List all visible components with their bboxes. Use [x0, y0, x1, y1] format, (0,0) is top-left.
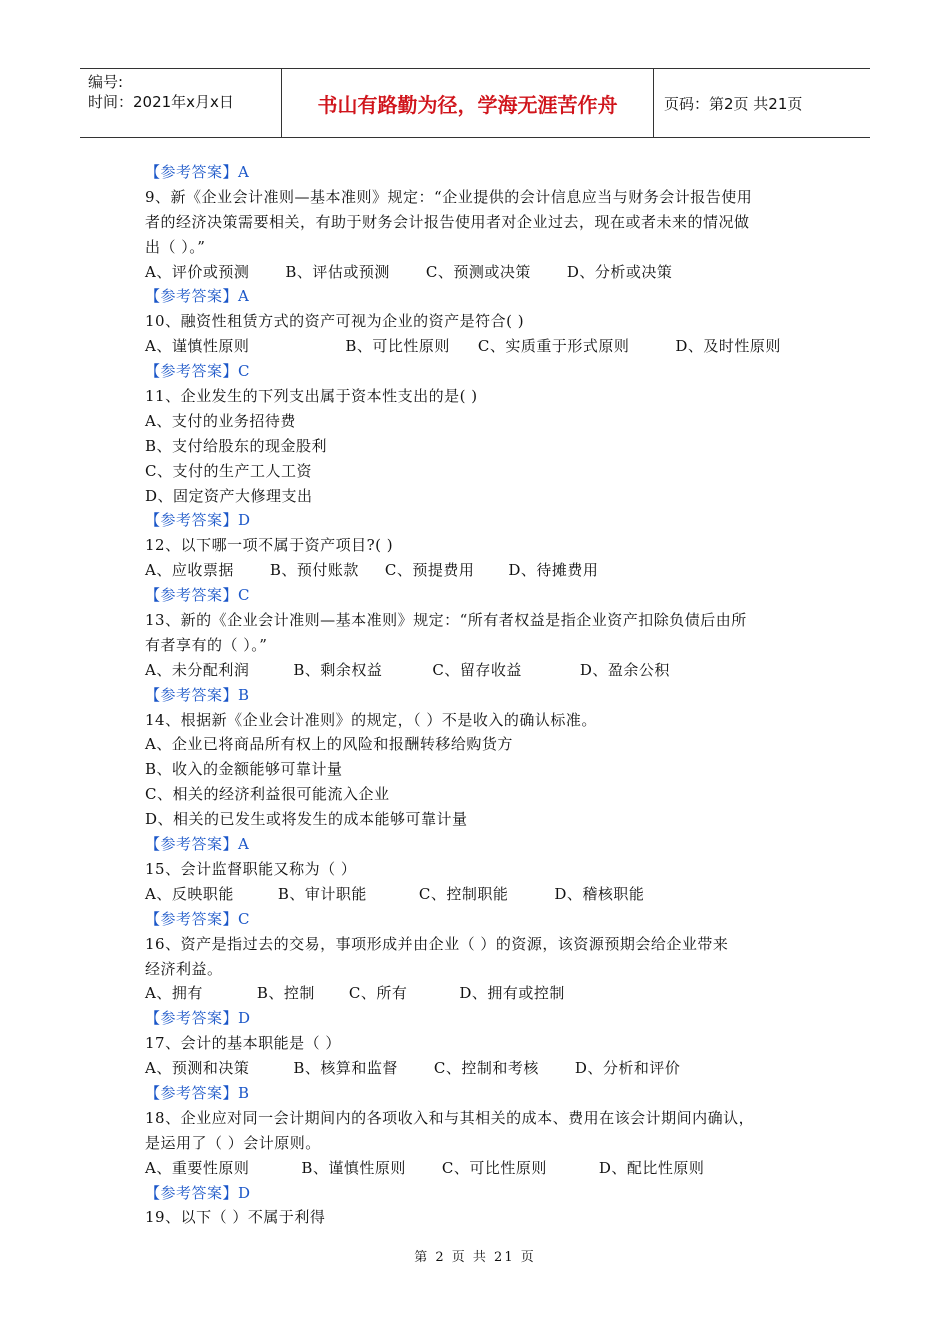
answer-tag: 【参考答案】 [145, 909, 239, 928]
text-line: 17、会计的基本职能是（ ） [145, 1034, 341, 1053]
text-line: 9、新《企业会计准则—基本准则》规定：“企业提供的会计信息应当与财务会计报告使用 [145, 187, 753, 206]
option-item: C、控制和考核 [433, 1059, 539, 1078]
text-line: D、相关的已发生或将发生的成本能够可靠计量 [145, 810, 468, 829]
option-item: A、拥有 [145, 984, 203, 1003]
header-page-label: 页码：第2页 共21页 [664, 94, 803, 113]
answer-value: B [238, 685, 250, 704]
question-content [145, 160, 810, 1230]
options-line [145, 260, 810, 285]
option-item: D、稽核职能 [554, 884, 645, 903]
text-line: 是运用了（ ）会计原则。 [145, 1133, 321, 1152]
answer-tag: 【参考答案】 [145, 163, 239, 181]
option-item: D、分析或决策 [566, 262, 673, 281]
option-item: B、核算和监督 [293, 1059, 398, 1078]
option-item: C、留存收益 [432, 660, 522, 679]
answer-tag: 【参考答案】 [145, 586, 239, 605]
answer-tag: 【参考答案】 [145, 511, 239, 530]
answer-line [145, 1081, 810, 1106]
options-line [145, 334, 810, 359]
text-line: B、收入的金额能够可靠计量 [145, 760, 343, 779]
answer-tag: 【参考答案】 [145, 287, 239, 306]
option-item: C、实质重于形式原则 [477, 337, 630, 356]
option-item: C、预提费用 [384, 561, 475, 580]
answer-value: C [238, 909, 250, 928]
answer-line [145, 508, 810, 533]
option-item: A、评价或预测 [145, 262, 250, 281]
answer-line [145, 160, 810, 185]
option-item: B、预付账款 [269, 561, 359, 580]
option-item: D、及时性原则 [675, 337, 781, 356]
answer-tag: 【参考答案】 [145, 685, 239, 704]
text-line: 者的经济决策需要相关，有助于财务会计报告使用者对企业过去，现在或者未来的情况做 [145, 212, 750, 231]
answer-line [145, 1006, 810, 1031]
answer-line [145, 683, 810, 708]
option-item: C、可比性原则 [441, 1158, 547, 1177]
option-item: B、评估或预测 [285, 262, 390, 281]
answer-value: B [238, 1083, 250, 1102]
page-footer: 第 2 页 共 21 页 [414, 1250, 536, 1265]
text-line: 19、以下（ ）不属于利得 [145, 1208, 326, 1227]
option-item: A、应收票据 [145, 561, 234, 580]
text-line: C、相关的经济利益很可能流入企业 [145, 785, 390, 804]
answer-value: A [238, 835, 250, 854]
options-line [145, 1056, 810, 1081]
option-item: B、审计职能 [277, 884, 367, 903]
answer-tag: 【参考答案】 [145, 1009, 239, 1028]
option-item: C、预测或决策 [425, 262, 531, 281]
option-item: A、未分配利润 [145, 660, 250, 679]
options-line [145, 658, 810, 683]
answer-line [145, 832, 810, 857]
text-line: 15、会计监督职能又称为（ ） [145, 859, 357, 878]
answer-line [145, 907, 810, 932]
option-item: D、拥有或控制 [459, 984, 565, 1003]
answer-value: D [238, 511, 251, 530]
option-item: A、谨慎性原则 [145, 337, 250, 356]
text-line: 出（ ）。” [145, 237, 206, 256]
option-item: D、待摊费用 [508, 561, 599, 580]
options-line [145, 981, 810, 1006]
answer-value: A [238, 287, 250, 306]
option-item: B、控制 [256, 984, 315, 1003]
document-time-label: 时间：2021年x月x日 [88, 93, 234, 111]
option-item: B、谨慎性原则 [301, 1158, 406, 1177]
answer-value: A [238, 163, 250, 181]
option-item: B、剩余权益 [293, 660, 383, 679]
answer-value: D [238, 1183, 251, 1202]
answer-tag: 【参考答案】 [145, 835, 239, 854]
text-line: 经济利益。 [145, 959, 223, 978]
text-line: 18、企业应对同一会计期间内的各项收入和与其相关的成本、费用在该会计期间内确认， [145, 1108, 755, 1127]
option-item: D、盈余公积 [579, 660, 670, 679]
option-item: D、配比性原则 [598, 1158, 705, 1177]
options-line [145, 882, 810, 907]
answer-line [145, 284, 810, 309]
answer-tag: 【参考答案】 [145, 362, 239, 381]
option-item: C、所有 [348, 984, 408, 1003]
option-item: C、控制职能 [418, 884, 509, 903]
answer-line [145, 1181, 810, 1206]
text-line: B、支付给股东的现金股利 [145, 436, 328, 455]
answer-value: C [238, 586, 250, 605]
answer-tag: 【参考答案】 [145, 1083, 239, 1102]
text-line: 12、以下哪一项不属于资产项目?( ) [145, 536, 394, 555]
text-line: 16、资产是指过去的交易，事项形成并由企业（ ）的资源，该资源预期会给企业带来 [145, 934, 729, 953]
text-line: C、支付的生产工人工资 [145, 461, 312, 480]
options-line [145, 1156, 810, 1181]
answer-tag: 【参考答案】 [145, 1183, 239, 1202]
text-line: A、企业已将商品所有权上的风险和报酬转移给购货方 [145, 735, 513, 754]
answer-value: D [238, 1009, 251, 1028]
option-item: B、可比性原则 [345, 337, 450, 356]
answer-line [145, 359, 810, 384]
document-number-label: 编号: [88, 73, 124, 91]
header-left-cell [80, 69, 282, 137]
answer-line [145, 583, 810, 608]
options-line [145, 558, 810, 583]
header-motto: 书山有路勤为径，学海无涯苦作舟 [282, 69, 654, 137]
option-item: A、预测和决策 [145, 1059, 250, 1078]
text-line: 14、根据新《企业会计准则》的规定，（ ）不是收入的确认标准。 [145, 710, 597, 729]
option-item: A、反映职能 [145, 884, 234, 903]
text-line: A、支付的业务招待费 [145, 411, 296, 430]
text-line: 11、企业发生的下列支出属于资本性支出的是( ) [145, 387, 478, 406]
text-line: 有者享有的（ ）。” [145, 635, 268, 654]
text-line: 13、新的《企业会计准则—基本准则》规定：“所有者权益是指企业资产扣除负债后由所 [145, 611, 747, 630]
option-item: D、分析和评价 [574, 1059, 681, 1078]
text-line: D、固定资产大修理支出 [145, 486, 313, 505]
page-header [80, 68, 870, 138]
answer-value: C [238, 362, 250, 381]
text-line: 10、融资性租赁方式的资产可视为企业的资产是符合( ) [145, 312, 525, 331]
option-item: A、重要性原则 [145, 1158, 250, 1177]
